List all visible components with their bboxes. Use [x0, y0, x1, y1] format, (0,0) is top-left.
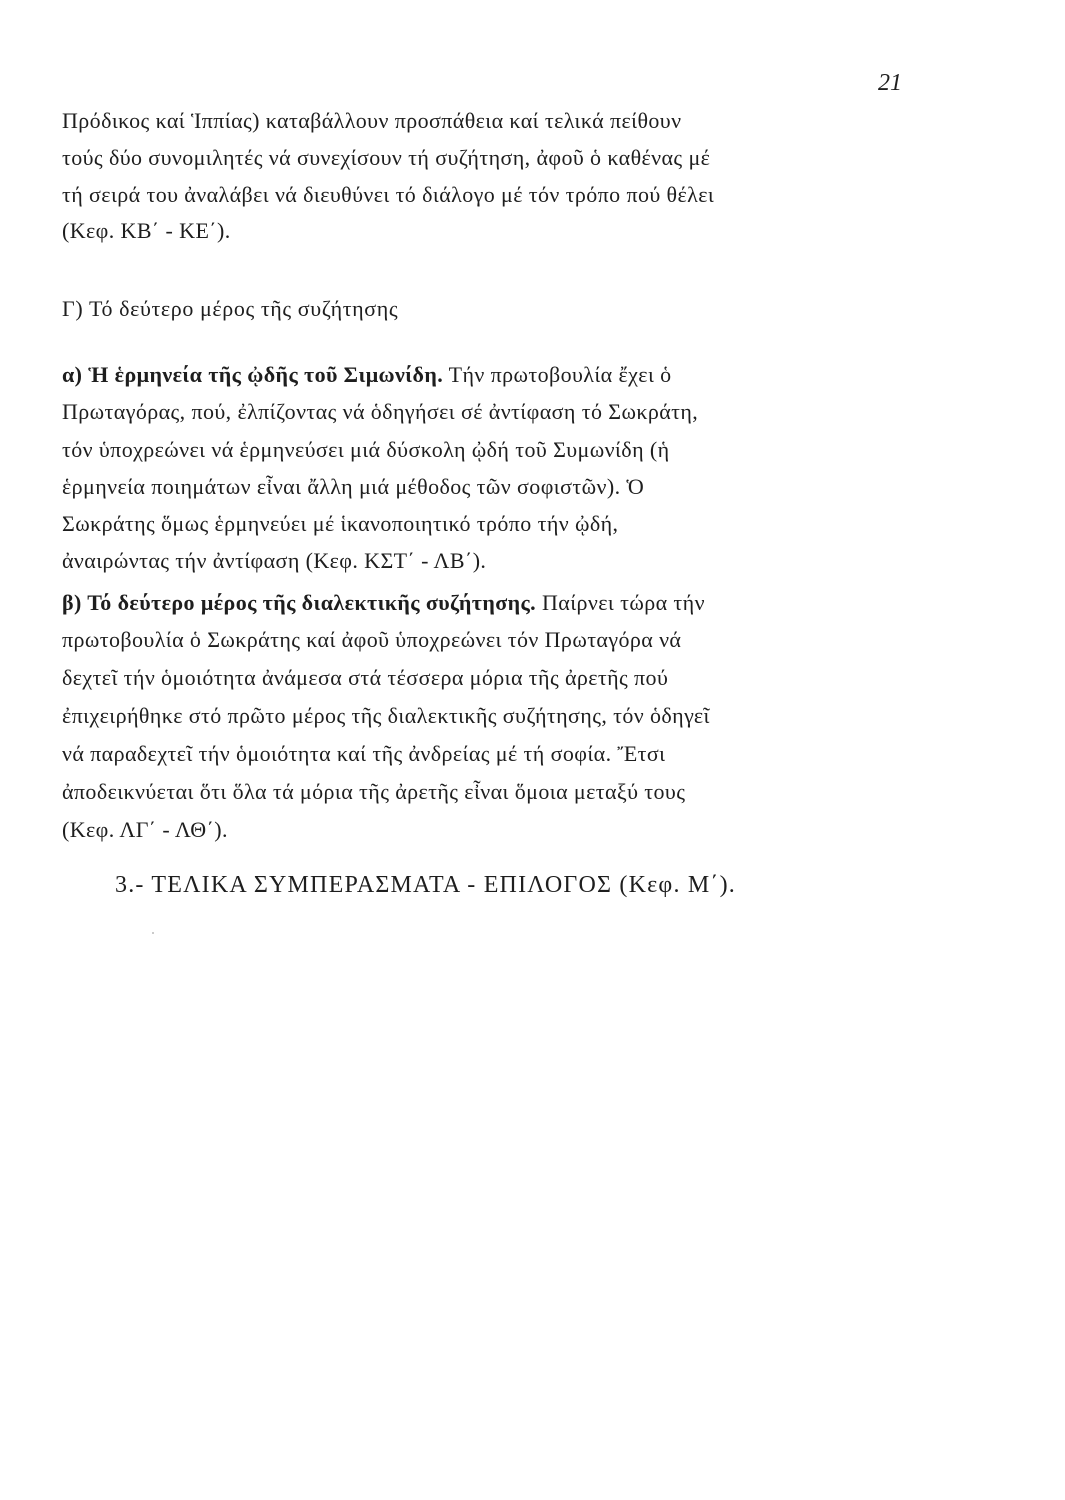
- text-line: (Κεφ. ΚΒ΄ - ΚΕ΄).: [62, 218, 231, 243]
- text-line: νά παραδεχτεῖ τήν ὁμοιότητα καί τῆς ἀνδρείας μέ τή σοφία. Ἔτσι: [62, 741, 666, 766]
- text-line: δεχτεῖ τήν ὁμοιότητα ἀνάμεσα στά τέσσερα μόρια τῆς ἀρετῆς πού: [62, 665, 669, 690]
- text-line: [62, 590, 705, 616]
- text-line: Πρωταγόρας, πού, ἐλπίζοντας νά ὁδηγήσει σέ ἀντίφαση τό Σωκράτη,: [62, 399, 699, 424]
- final-heading: 3.- ΤΕΛΙΚΑ ΣΥΜΠΕΡΑΣΜΑΤΑ - ΕΠΙΛΟΓΟΣ (Κεφ. Μ΄).: [115, 872, 736, 898]
- text-line: ἀναιρώντας τήν ἀντίφαση (Κεφ. ΚΣΤ΄ - ΛΒ΄).: [62, 548, 487, 573]
- text-line: (Κεφ. ΛΓ΄ - ΛΘ΄).: [62, 817, 228, 842]
- text-span: Τήν πρωτοβουλία ἔχει ὁ: [443, 362, 672, 387]
- text-line: ἐπιχειρήθηκε στό πρῶτο μέρος τῆς διαλεκτικῆς συζήτησης, τόν ὁδηγεῖ: [62, 703, 710, 728]
- text-line: Σωκράτης ὅμως ἑρμηνεύει μέ ἱκανοποιητικό τρόπο τήν ᾠδή,: [62, 511, 619, 536]
- speck: [152, 932, 154, 934]
- text-line: ἀποδεικνύεται ὅτι ὅλα τά μόρια τῆς ἀρετῆς εἶναι ὅμοια μεταξύ τους: [62, 779, 686, 804]
- section-a-heading: α) Ἡ ἑρμηνεία τῆς ᾠδῆς τοῦ Σιμωνίδη.: [62, 362, 444, 387]
- text-line: τή σειρά του ἀναλάβει νά διευθύνει τό διάλογο μέ τόν τρόπο πού θέλει: [62, 182, 715, 207]
- text-line: τούς δύο συνομιλητές νά συνεχίσουν τή συζήτηση, ἀφοῦ ὁ καθένας μέ: [62, 145, 711, 170]
- text-line: τόν ὑποχρεώνει νά ἑρμηνεύσει μιά δύσκολη ᾠδή τοῦ Συμωνίδη (ἡ: [62, 437, 670, 462]
- text-line: πρωτοβουλία ὁ Σωκράτης καί ἀφοῦ ὑποχρεώνει τόν Πρωταγόρα νά: [62, 627, 682, 652]
- section-b-heading: β) Τό δεύτερο μέρος τῆς διαλεκτικῆς συζήτησης.: [62, 590, 537, 615]
- text-line: ἑρμηνεία ποιημάτων εἶναι ἄλλη μιά μέθοδος τῶν σοφιστῶν). Ὁ: [62, 474, 645, 499]
- section-heading: Γ) Τό δεύτερο μέρος τῆς συζήτησης: [62, 296, 399, 321]
- page-number: 21: [878, 70, 902, 96]
- text-span: Παίρνει τώρα τήν: [536, 590, 705, 615]
- text-line: [62, 362, 672, 388]
- text-line: Πρόδικος καί Ἱππίας) καταβάλλουν προσπάθεια καί τελικά πείθουν: [62, 108, 682, 133]
